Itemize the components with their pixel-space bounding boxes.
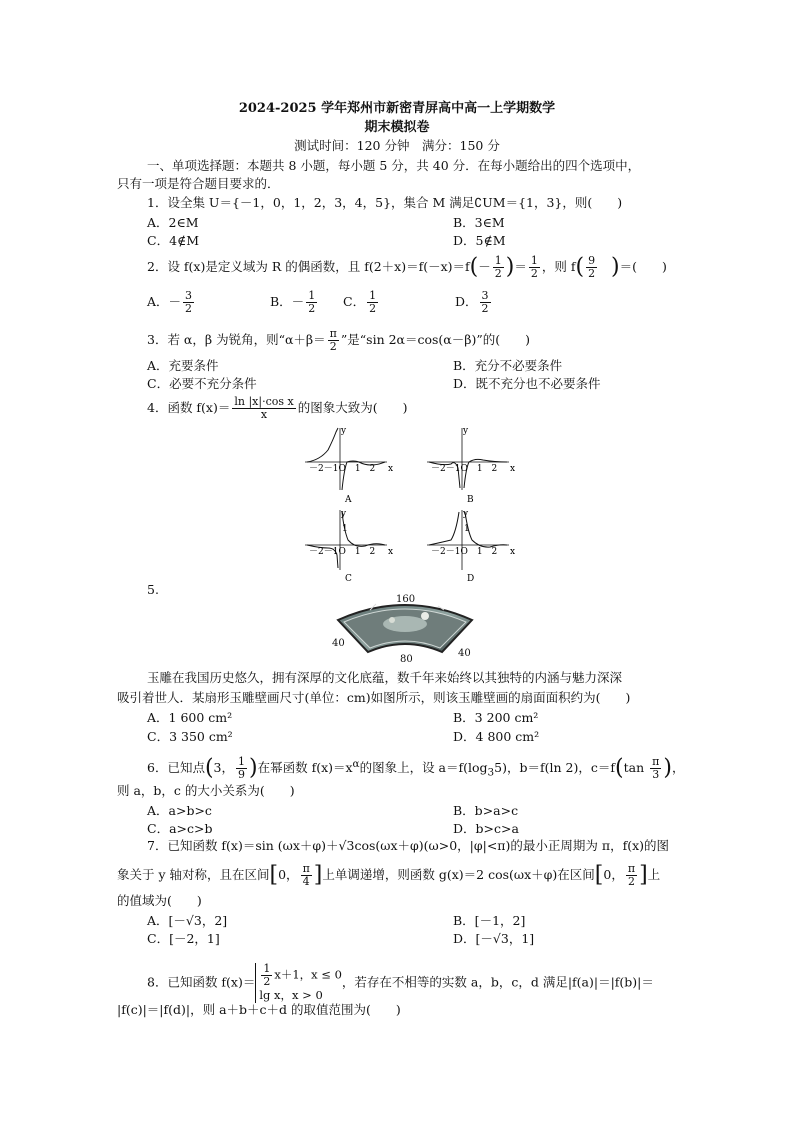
q5-option-c[interactable]: C．3 350 cm² [147,729,233,744]
svg-text:y: y [341,426,347,436]
q5-text-line2: 吸引着世人．某扇形玉雕壁画尺寸(单位：cm)如图所示，则该玉雕壁画的扇面面积约为( ) [117,690,631,705]
svg-text:x: x [388,547,394,557]
section-heading: 一、单项选择题：本题共 8 小题，每小题 5 分，共 40 分．在每小题给出的四个选项中， [147,158,641,173]
q6-option-d[interactable]: D．b>c>a [453,821,519,836]
svg-text:x: x [388,464,394,474]
svg-text:x: x [510,547,516,557]
svg-text:－2－1O 1 2: －2－1O 1 2 [431,464,498,474]
q5-fan-image [330,592,480,664]
exam-subtitle: 期末模拟卷 [364,120,430,135]
q6-option-b[interactable]: B．b>a>c [453,803,519,818]
q5-text-line1: 玉雕在我国历史悠久，拥有深厚的文化底蕴，数千年来始终以其独特的内涵与魅力深深 [147,670,623,685]
q3-stem: 3．若 α，β 为锐角，则“α＋β＝ $\frac{\pi}{2}$ ”是“sin 2α＝cos(α－β)”的( ) [147,327,530,353]
svg-text:－2－1O 1 2: －2－1O 1 2 [309,464,376,474]
q6-option-a[interactable]: A．a>b>c [147,803,212,818]
svg-text:D: D [467,574,475,584]
svg-text:A: A [345,495,352,505]
q5-number: 5. [147,582,159,597]
q7-stem-cont: 象关于 y 轴对称，且在区间[0， $\frac{\pi}{4}$ ]上单调递增，则函数 g(x)＝2 cos(ωx＋φ)在区间[0， $\frac{\pi}{2}$ ]上 [117,862,661,888]
q1-option-c[interactable]: C．4∉M [147,233,200,248]
q7-option-b[interactable]: B．[－1，2] [453,913,526,928]
q2-option-c[interactable]: C． $\frac{1}{2}$ [343,289,377,315]
q6-stem: 6．已知点(3， $\frac{1}{9}$ )在幂函数 $f(x)=x^\alpha$的图象上，设 $a=f(\log_35)$，b＝f(ln 2)，c＝f(tan $\frac{\pi}{3}$ )， [147,755,685,782]
q3-option-b[interactable]: B．充分不必要条件 [453,358,563,373]
svg-text:40: 40 [332,638,345,649]
graph-c[interactable] [305,509,393,584]
fraction: $\frac{1}{2}$ [530,254,538,280]
svg-text:－2－1O 1 2: －2－1O 1 2 [309,547,376,557]
svg-text:40: 40 [458,648,471,659]
q1-option-a[interactable]: A．2∈M [147,215,199,230]
svg-text:y: y [463,509,469,519]
q1-option-b[interactable]: B．3∈M [453,215,505,230]
section-heading-cont: 只有一项是符合题目要求的． [117,176,280,191]
q5-option-d[interactable]: D．4 800 cm² [453,729,540,744]
svg-text:y: y [341,509,347,519]
fraction: $\frac{9}{2}$ [588,254,596,280]
q4-graphs [295,420,525,585]
q1-option-d[interactable]: D．5∉M [453,233,506,248]
svg-text:1: 1 [464,524,470,534]
svg-text:B: B [467,495,474,505]
q6-option-c[interactable]: C．a>c>b [147,821,213,836]
q3-option-c[interactable]: C．必要不充分条件 [147,376,257,391]
q1-stem: 1．设全集 U＝{－1，0，1，2，3，4，5}，集合 M 满足∁UM＝{1，3}，则( ) [147,195,623,210]
q6-stem-cont: 则 a，b，c 的大小关系为( ) [117,783,295,798]
svg-text:1: 1 [342,524,348,534]
graph-b[interactable] [427,426,515,505]
q2-stem: 2．设 f(x)是定义域为 R 的偶函数，且 f(2＋x)＝f(－x)＝f(－ $\frac{1}{2}$ )＝ $\frac{1}{2}$ ，则 f( $\frac{9}{2}$ )＝( ) [147,254,667,280]
svg-text:x: x [510,464,516,474]
q5-option-b[interactable]: B．3 200 cm² [453,710,539,725]
q2-option-a[interactable]: A．－ $\frac{3}{2}$ [147,289,193,315]
q7-option-a[interactable]: A．[－√3，2] [147,913,228,928]
q7-option-c[interactable]: C．[－2，1] [147,931,220,946]
time-info: 测试时间：120 分钟 满分：150 分 [294,138,500,153]
exam-title: 2024-2025 学年郑州市新密青屏高中高一上学期数学 [238,101,556,116]
graph-d[interactable] [427,509,515,584]
svg-text:C: C [345,574,352,584]
q8-stem: 8．已知函数 f(x)＝ $\frac{1}{2}$ x＋1，x ≤ 0 lg x，x > 0 ，若存在不相等的实数 a，b，c，d 满足|f(a)|＝|f(b)|＝ [147,962,654,1002]
q8-stem-cont: |f(c)|＝|f(d)|，则 a＋b＋c＋d 的取值范围为( ) [117,1002,401,1017]
svg-text:y: y [463,426,469,436]
q3-option-a[interactable]: A．充要条件 [147,358,219,373]
svg-text:－2－1O 1 2: －2－1O 1 2 [431,547,498,557]
q2-option-d[interactable]: D． $\frac{3}{2}$ [455,289,489,315]
fraction: $\frac{1}{2}$ [494,254,502,280]
q7-stem: 7．已知函数 f(x)＝sin (ωx＋φ)＋√3cos(ωx＋φ)(ω>0，|φ|<π)的最小正周期为 π，f(x)的图 [147,838,670,853]
q7-option-d[interactable]: D．[－√3，1] [453,931,535,946]
q7-stem-end: 的值域为( ) [117,893,202,908]
svg-text:160: 160 [396,594,416,605]
q4-stem: 4．函数 f(x)＝ $\frac{\text{ln |x|·cos x}}{x}$ 的图象大致为( ) [147,395,408,421]
graph-a[interactable] [305,426,393,505]
svg-text:80: 80 [400,654,413,664]
q2-option-b[interactable]: B．－ $\frac{1}{2}$ [270,289,316,315]
q3-option-d[interactable]: D．既不充分也不必要条件 [453,376,601,391]
q5-option-a[interactable]: A．1 600 cm² [147,710,233,725]
